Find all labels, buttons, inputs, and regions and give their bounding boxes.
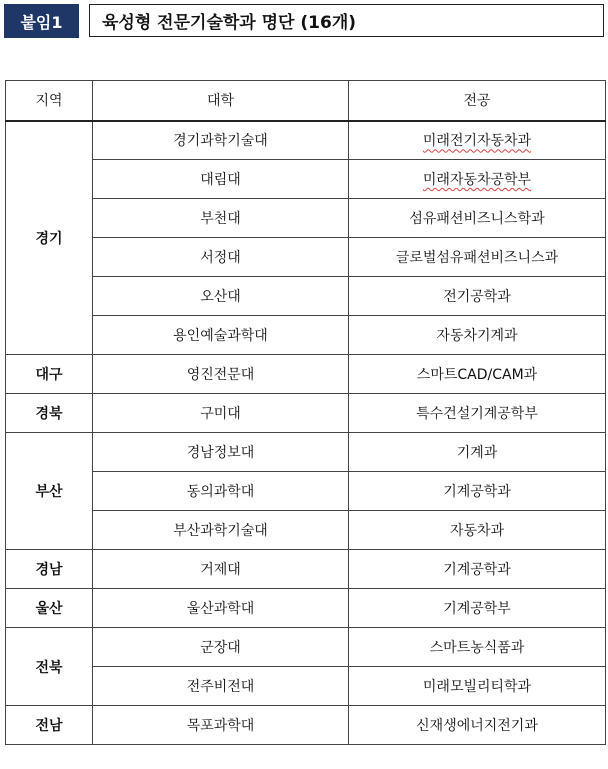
table-row <box>6 394 606 433</box>
major-cell <box>349 628 606 667</box>
major-cell <box>349 667 606 706</box>
university-cell: 대림대 <box>93 160 349 199</box>
major-cell <box>349 238 606 277</box>
region-cell: 부산 <box>6 433 93 550</box>
major-cell <box>349 199 606 238</box>
university-cell: 구미대 <box>93 394 349 433</box>
region-cell: 전남 <box>6 706 93 745</box>
table-row <box>6 238 606 277</box>
page-title-text: 육성형 전문기술학과 명단 (16개) <box>102 13 357 33</box>
table-row <box>6 550 606 589</box>
university-cell: 경남정보대 <box>93 433 349 472</box>
major-text: 글로벌섬유패션비즈니스과 <box>395 250 559 266</box>
university-cell: 오산대 <box>93 277 349 316</box>
university-cell: 경기과학기술대 <box>93 121 349 160</box>
table-row <box>6 121 606 160</box>
major-text: 스마트농식품과 <box>429 640 525 656</box>
university-cell: 군장대 <box>93 628 349 667</box>
region-cell: 경남 <box>6 550 93 589</box>
table-header-row <box>6 81 606 121</box>
major-text: 기계공학과 <box>443 484 511 500</box>
region-cell: 울산 <box>6 589 93 628</box>
major-cell <box>349 277 606 316</box>
major-text: 전기공학과 <box>443 289 511 305</box>
major-text: 미래전기자동차과 <box>422 133 532 150</box>
table-row <box>6 160 606 199</box>
university-cell: 거제대 <box>93 550 349 589</box>
major-text: 미래모빌리티학과 <box>422 679 532 695</box>
table-row <box>6 277 606 316</box>
university-cell: 동의과학대 <box>93 472 349 511</box>
major-cell <box>349 511 606 550</box>
major-text: 특수건설기계공학부 <box>416 406 538 422</box>
table-row <box>6 628 606 667</box>
table-row <box>6 355 606 394</box>
major-text: 기계공학과 <box>443 562 511 578</box>
attachment-badge: 붙임1 <box>4 4 79 38</box>
table-row <box>6 589 606 628</box>
university-cell: 부천대 <box>93 199 349 238</box>
major-cell <box>349 433 606 472</box>
major-cell <box>349 472 606 511</box>
major-cell <box>349 160 606 199</box>
major-text: 미래자동차공학부 <box>422 172 532 188</box>
major-cell <box>349 355 606 394</box>
university-cell: 서정대 <box>93 238 349 277</box>
department-list-table <box>5 80 606 745</box>
region-cell: 대구 <box>6 355 93 394</box>
table-row <box>6 199 606 238</box>
major-cell <box>349 550 606 589</box>
major-text: 스마트CAD/CAM과 <box>416 367 538 383</box>
table-row <box>6 706 606 745</box>
major-cell <box>349 121 606 160</box>
table-row <box>6 472 606 511</box>
major-text: 기계과 <box>456 445 498 461</box>
major-text: 기계공학부 <box>443 601 511 617</box>
major-text: 자동차기계과 <box>436 328 518 344</box>
major-cell <box>349 706 606 745</box>
column-header-major: 전공 <box>349 81 606 121</box>
major-text: 신재생에너지전기과 <box>416 718 538 734</box>
column-header-university: 대학 <box>93 81 349 121</box>
region-cell: 전북 <box>6 628 93 706</box>
major-cell <box>349 316 606 355</box>
table-row <box>6 433 606 472</box>
university-cell: 목포과학대 <box>93 706 349 745</box>
major-text: 자동차과 <box>449 523 505 539</box>
university-cell: 전주비전대 <box>93 667 349 706</box>
major-cell <box>349 589 606 628</box>
table-body <box>6 121 606 745</box>
major-text: 섬유패션비즈니스학과 <box>409 211 545 227</box>
table-row <box>6 511 606 550</box>
major-cell <box>349 394 606 433</box>
university-cell: 울산과학대 <box>93 589 349 628</box>
region-cell: 경기 <box>6 121 93 355</box>
university-cell: 용인예술과학대 <box>93 316 349 355</box>
region-cell: 경북 <box>6 394 93 433</box>
table-row <box>6 316 606 355</box>
university-cell: 부산과학기술대 <box>93 511 349 550</box>
university-cell: 영진전문대 <box>93 355 349 394</box>
column-header-region: 지역 <box>6 81 93 121</box>
page-title <box>89 4 604 37</box>
table-row <box>6 667 606 706</box>
